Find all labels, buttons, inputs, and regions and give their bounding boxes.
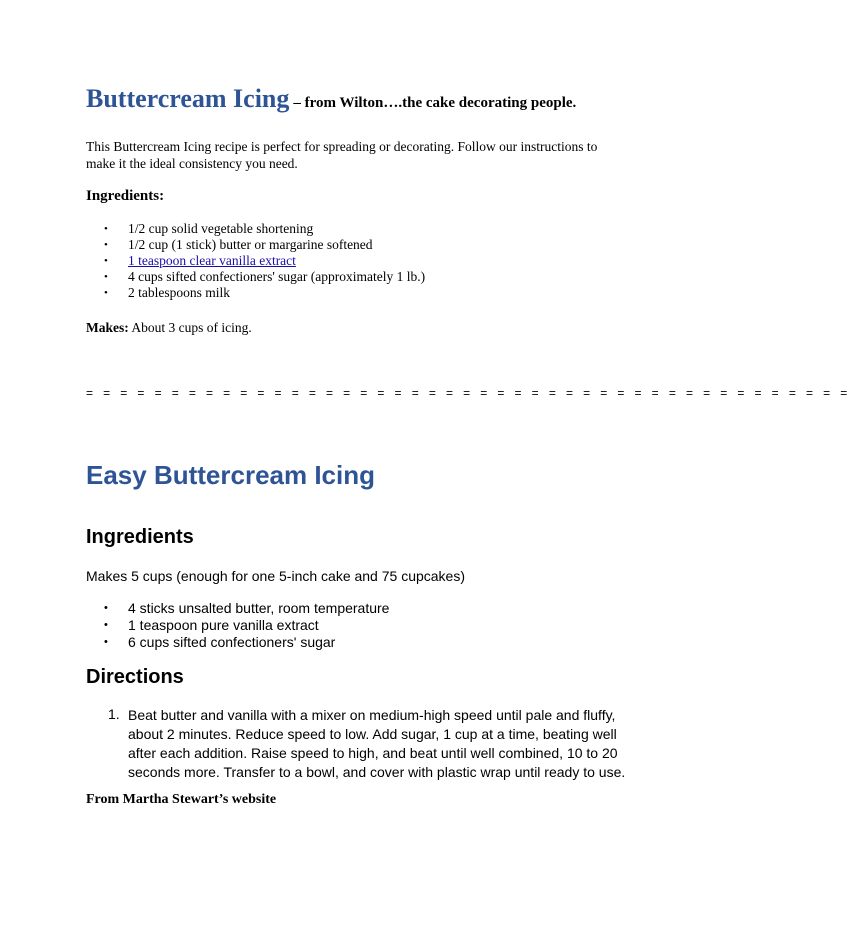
section1-title-row [86,84,576,114]
list-item [86,253,425,269]
section1-title: Buttercream Icing [86,84,290,113]
ingredient-text: 6 cups sifted confectioners' sugar [128,634,336,650]
list-item [86,600,389,617]
list-item [86,221,425,237]
intro-line-1: This Buttercream Icing recipe is perfect for spreading or decorating. Follow our instructions to [86,139,598,154]
ingredient-text: 1 teaspoon pure vanilla extract [128,617,319,633]
bullet-icon: • [104,239,108,251]
direction-line: about 2 minutes. Reduce speed to low. Add sugar, 1 cup at a time, beating well [128,726,617,742]
direction-line: seconds more. Transfer to a bowl, and cover with plastic wrap until ready to use. [128,764,626,780]
bullet-icon: • [104,636,108,648]
intro-line-2: make it the ideal consistency you need. [86,156,298,171]
direction-line: after each addition. Raise speed to high, and beat until well combined, 10 to 20 [128,745,618,761]
ingredient-text: 1/2 cup solid vegetable shortening [128,221,314,236]
ingredient-text: 2 tablespoons milk [128,285,230,300]
ingredient-text: 4 sticks unsalted butter, room temperature [128,600,390,616]
section1-ingredient-list [86,221,425,301]
list-item [86,237,425,253]
section2-ingredients-heading: Ingredients [86,526,194,548]
bullet-icon: • [104,271,108,283]
section1-makes [86,320,252,336]
section1-subtitle: – from Wilton….the cake decorating people. [293,95,577,111]
bullet-icon: • [104,287,108,299]
bullet-icon: • [104,255,108,267]
makes-text: About 3 cups of icing. [128,320,252,335]
list-item [86,617,389,634]
section2-ingredient-list [86,600,389,651]
bullet-icon: • [104,619,108,631]
makes-label: Makes: [86,320,129,335]
source-credit: From Martha Stewart’s website [86,792,277,807]
section2-title: Easy Buttercream Icing [86,460,376,490]
directions-list [86,706,625,782]
ingredient-text: 1/2 cup (1 stick) butter or margarine softened [128,237,373,252]
list-item [86,634,389,651]
step-number: 1. [108,706,120,722]
section1-intro [86,138,646,172]
list-item [86,706,625,782]
ingredient-text: 4 cups sifted confectioners' sugar (approximately 1 lb.) [128,269,426,284]
bullet-icon: • [104,223,108,235]
section2-makes: Makes 5 cups (enough for one 5-inch cake and 75 cupcakes) [86,568,466,584]
section-divider: = = = = = = = = = = = = = = = = = = = = = = = = = = = = = = = = = = = = = = = = = = = = = [86,386,851,400]
list-item [86,269,425,285]
vanilla-extract-link[interactable]: 1 teaspoon clear vanilla extract [128,253,296,268]
list-item [86,285,425,301]
direction-line: Beat butter and vanilla with a mixer on medium-high speed until pale and fluffy, [128,707,616,723]
section1-ingredients-heading: Ingredients: [86,188,165,204]
bullet-icon: • [104,602,108,614]
section2-directions-heading: Directions [86,666,184,688]
